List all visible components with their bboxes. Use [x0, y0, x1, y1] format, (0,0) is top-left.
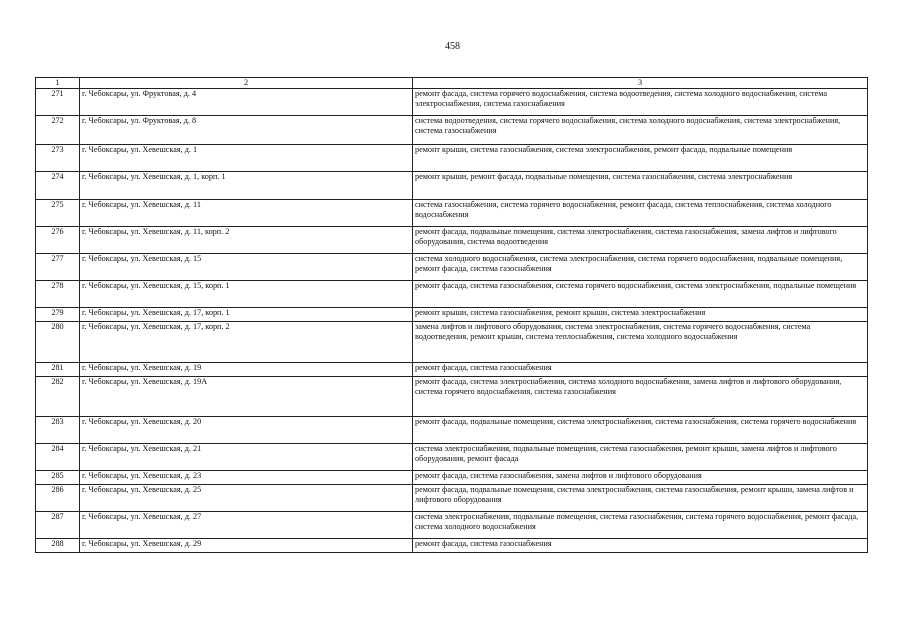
row-address: г. Чебоксары, ул. Хевешская, д. 19А [80, 377, 413, 417]
table-row [36, 512, 868, 539]
row-number: 287 [36, 512, 80, 539]
table-row [36, 417, 868, 444]
row-works: система электроснабжения, подвальные помещения, система газоснабжения, ремонт крыши, замена лифтов и лифтового оборудования, ремонт фасада [413, 444, 868, 471]
column-header-address: 2 [80, 78, 413, 89]
row-address: г. Чебоксары, ул. Хевешская, д. 15 [80, 254, 413, 281]
row-address: г. Чебоксары, ул. Хевешская, д. 11 [80, 200, 413, 227]
row-address: г. Чебоксары, ул. Фруктовая, д. 4 [80, 89, 413, 116]
table-header-row [36, 78, 868, 89]
row-works: система газоснабжения, система горячего водоснабжения, ремонт фасада, система теплоснабжения, система холодного водоснабжения [413, 200, 868, 227]
row-works: ремонт фасада, подвальные помещения, система электроснабжения, система газоснабжения, замена лифтов и лифтового оборудования, система водоотведения [413, 227, 868, 254]
row-works: ремонт крыши, система газоснабжения, ремонт крыши, система электроснабжения [413, 308, 868, 322]
table-row [36, 254, 868, 281]
row-number: 288 [36, 539, 80, 553]
table-row [36, 281, 868, 308]
registry-table [35, 77, 868, 553]
row-number: 286 [36, 485, 80, 512]
row-number: 276 [36, 227, 80, 254]
row-number: 275 [36, 200, 80, 227]
table-row [36, 363, 868, 377]
table-row [36, 145, 868, 172]
row-number: 272 [36, 116, 80, 145]
row-address: г. Чебоксары, ул. Хевешская, д. 15, корп. 1 [80, 281, 413, 308]
row-address: г. Чебоксары, ул. Хевешская, д. 1 [80, 145, 413, 172]
row-number: 271 [36, 89, 80, 116]
row-works: ремонт фасада, система газоснабжения [413, 539, 868, 553]
row-address: г. Чебоксары, ул. Хевешская, д. 19 [80, 363, 413, 377]
row-number: 279 [36, 308, 80, 322]
row-works: ремонт крыши, ремонт фасада, подвальные помещения, система газоснабжения, система электроснабжения [413, 172, 868, 200]
row-works: ремонт фасада, подвальные помещения, система электроснабжения, система газоснабжения, система горячего водоснабжения [413, 417, 868, 444]
row-number: 281 [36, 363, 80, 377]
table-row [36, 471, 868, 485]
row-number: 285 [36, 471, 80, 485]
page-number: 458 [445, 41, 460, 52]
row-works: замена лифтов и лифтового оборудования, система электроснабжения, система горячего водоснабжения, система водоотведения, ремонт крыши, система теплоснабжения, система холодного водоснабжения [413, 322, 868, 363]
column-header-works: 3 [413, 78, 868, 89]
row-works: ремонт фасада, система горячего водоснабжения, система водоотведения, система холодного водоснабжения, система электроснабжения, система газоснабжения [413, 89, 868, 116]
table-row [36, 227, 868, 254]
row-number: 282 [36, 377, 80, 417]
row-address: г. Чебоксары, ул. Хевешская, д. 20 [80, 417, 413, 444]
table-row [36, 172, 868, 200]
row-address: г. Чебоксары, ул. Хевешская, д. 21 [80, 444, 413, 471]
table-row [36, 116, 868, 145]
table-row [36, 539, 868, 553]
row-works: ремонт фасада, система газоснабжения [413, 363, 868, 377]
row-number: 277 [36, 254, 80, 281]
table-row [36, 444, 868, 471]
row-number: 274 [36, 172, 80, 200]
row-number: 284 [36, 444, 80, 471]
row-address: г. Чебоксары, ул. Хевешская, д. 23 [80, 471, 413, 485]
row-works: ремонт фасада, система газоснабжения, замена лифтов и лифтового оборудования [413, 471, 868, 485]
table-row [36, 200, 868, 227]
row-number: 278 [36, 281, 80, 308]
row-address: г. Чебоксары, ул. Хевешская, д. 1, корп. 1 [80, 172, 413, 200]
table-row [36, 308, 868, 322]
row-works: система водоотведения, система горячего водоснабжения, система холодного водоснабжения, система электроснабжения, система газоснабжения [413, 116, 868, 145]
row-number: 280 [36, 322, 80, 363]
row-number: 273 [36, 145, 80, 172]
table-row [36, 485, 868, 512]
row-address: г. Чебоксары, ул. Хевешская, д. 11, корп. 2 [80, 227, 413, 254]
row-address: г. Чебоксары, ул. Хевешская, д. 29 [80, 539, 413, 553]
row-works: ремонт фасада, система электроснабжения, система холодного водоснабжения, замена лифтов и лифтового оборудования, система горячего водоснабжения, система газоснабжения [413, 377, 868, 417]
table-row [36, 322, 868, 363]
row-address: г. Чебоксары, ул. Фруктовая, д. 8 [80, 116, 413, 145]
row-works: ремонт фасада, система газоснабжения, система горячего водоснабжения, система электроснабжения, подвальные помещения [413, 281, 868, 308]
row-works: система холодного водоснабжения, система электроснабжения, система горячего водоснабжения, подвальные помещения, ремонт фасада, система газоснабжения [413, 254, 868, 281]
row-works: ремонт крыши, система газоснабжения, система электроснабжения, ремонт фасада, подвальные помещения [413, 145, 868, 172]
column-header-number: 1 [36, 78, 80, 89]
row-address: г. Чебоксары, ул. Хевешская, д. 25 [80, 485, 413, 512]
row-address: г. Чебоксары, ул. Хевешская, д. 17, корп. 1 [80, 308, 413, 322]
row-address: г. Чебоксары, ул. Хевешская, д. 17, корп. 2 [80, 322, 413, 363]
row-works: система электроснабжения, подвальные помещения, система газоснабжения, система горячего водоснабжения, ремонт фасада, система холодного водоснабжения [413, 512, 868, 539]
row-address: г. Чебоксары, ул. Хевешская, д. 27 [80, 512, 413, 539]
table-row [36, 89, 868, 116]
table-row [36, 377, 868, 417]
row-works: ремонт фасада, подвальные помещения, система электроснабжения, система газоснабжения, ремонт крыши, замена лифтов и лифтового оборудования [413, 485, 868, 512]
row-number: 283 [36, 417, 80, 444]
